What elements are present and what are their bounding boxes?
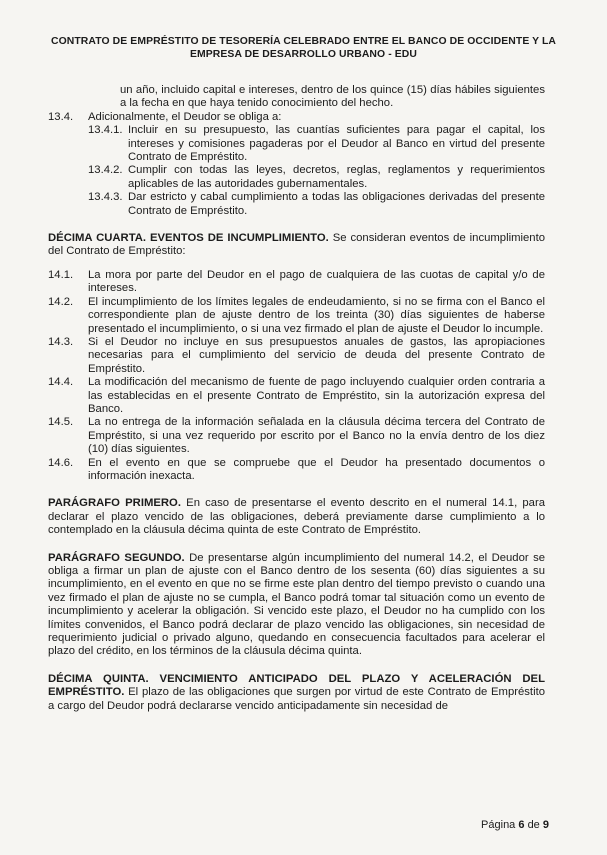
- clause-14-intro-text: Se consideran eventos de incumplimiento del Contrato de Empréstito:: [48, 232, 546, 258]
- item-text: Dar estricto y cabal cumplimiento a todas las obligaciones derivadas del presente Contrato de Empréstito.: [128, 191, 545, 217]
- paragrafo-primero: [48, 497, 545, 537]
- clause-14-5: [48, 416, 545, 456]
- item-text: La no entrega de la información señalada en la cláusula décima tercera del Contrato de Empréstito, si una vez requerido por escrito por el Banco no la envía dentro de los diez (10) días siguientes.: [88, 416, 545, 456]
- clause-14-intro: [48, 232, 545, 259]
- page-number: [481, 819, 549, 831]
- clause-14-2: [48, 296, 545, 336]
- document-header: [40, 35, 567, 61]
- page-label: Página: [481, 819, 516, 831]
- current-page: 6: [518, 819, 525, 831]
- item-number: 14.4.: [48, 376, 74, 389]
- clause-15: [48, 673, 545, 713]
- item-number: 14.5.: [48, 416, 74, 429]
- paragrafo-segundo-text: De presentarse algún incumplimiento del numeral 14.2, el Deudor se obliga a firmar un plan de ajuste con el Banco dentro de los sesenta (60) días siguientes a su incumplimiento, en el evento en que no se firme este plan dentro del tiempo previsto o cuando una vez firmado el plan de ajuste no se cumpla, el Banco podrá tomar tal situación como un evento de incumplimiento y acelerar la obligación. Si vencido este plazo, el Deudor no ha cumplido con los límites convenidos, el Banco podrá declarar de plazo vencido las obligaciones, sin necesidad de requerimiento judicial o privado alguno, quedando en consecuencia facultados para acelerar el plazo del crédito, en los términos de la cláusula décima quinta.: [48, 551, 546, 658]
- clause-14-1: [48, 269, 545, 296]
- item-number: 14.2.: [48, 295, 74, 308]
- item-number: 14.1.: [48, 268, 74, 281]
- clause-15-heading: DÉCIMA QUINTA. VENCIMIENTO ANTICIPADO DEL PLAZO Y ACELERACIÓN DEL EMPRÉSTITO.: [48, 672, 545, 699]
- clause-14-6: [48, 457, 545, 484]
- item-number: 13.4.: [48, 110, 74, 123]
- item-number: 14.3.: [48, 335, 74, 348]
- clause-15-text: El plazo de las obligaciones que surgen por virtud de este Contrato de Empréstito a cargo del Deudor podrá declararse vencido anticipadamente sin necesidad de: [48, 686, 546, 712]
- paragrafo-primero-text: En caso de presentarse el evento descrito en el numeral 14.1, para declarar el plazo vencido de las obligaciones, deberá previamente darse cumplimiento a lo contemplado en la cláusula décima quinta de este Contrato de Empréstito.: [48, 497, 545, 537]
- clause-14-3: [48, 336, 545, 376]
- header-line-2: EMPRESA DE DESARROLLO URBANO - EDU: [189, 49, 417, 60]
- header-line-1: CONTRATO DE EMPRÉSTITO DE TESORERÍA CELEBRADO ENTRE EL BANCO DE OCCIDENTE Y LA: [50, 36, 557, 47]
- item-text: Si el Deudor no incluye en sus presupuestos anuales de gastos, las apropiaciones necesarias para el cumplimiento del servicio de deuda del presente Contrato de Empréstito.: [88, 335, 545, 375]
- document-body: [48, 84, 545, 713]
- paragrafo-primero-heading: PARÁGRAFO PRIMERO.: [48, 497, 181, 510]
- item-number: 13.4.1.: [88, 124, 123, 137]
- item-number: 13.4.2.: [88, 164, 123, 177]
- item-number: 13.4.3.: [88, 191, 123, 204]
- item-text: Cumplir con todas las leyes, decretos, reglas, reglamentos y requerimientos aplicables de las autoridades gubernamentales.: [128, 164, 545, 190]
- item-number: 14.6.: [48, 456, 74, 469]
- item-text: Adicionalmente, el Deudor se obliga a:: [88, 110, 282, 123]
- item-text: Incluir en su presupuesto, las cuantías suficientes para pagar el capital, los intereses y comisiones pagaderas por el Deudor al Banco en virtud del presente Contrato de Empréstito.: [128, 124, 545, 164]
- clause-14-4: [48, 376, 545, 416]
- item-text: En el evento en que se compruebe que el Deudor ha presentado documentos o información inexacta.: [88, 456, 545, 482]
- page-of-label: de: [527, 819, 540, 831]
- total-pages: 9: [542, 819, 549, 831]
- item-text: La modificación del mecanismo de fuente de pago incluyendo cualquier orden contraria a las establecidas en el presente Contrato de Empréstito, sin la autorización expresa del Banco.: [88, 376, 545, 415]
- clause-13-4-2: [88, 164, 545, 191]
- paragrafo-segundo: [48, 552, 545, 659]
- clause-14-heading: DÉCIMA CUARTA. EVENTOS DE INCUMPLIMIENTO.: [48, 232, 329, 245]
- clause-13-4: [48, 111, 545, 124]
- clause-13-continuation: un año, incluido capital e intereses, dentro de los quince (15) días hábiles siguientes a la fecha en que haya tenido conocimiento del hecho.: [120, 84, 545, 110]
- paragrafo-segundo-heading: PARÁGRAFO SEGUNDO.: [48, 551, 185, 564]
- clause-13-4-1: [88, 124, 545, 164]
- clause-13-4-3: [88, 191, 545, 218]
- item-text: El incumplimiento de los límites legales de endeudamiento, si no se firma con el Banco el correspondiente plan de ajuste dentro de los treinta (30) días siguientes de haberse presentado el incumplimiento, o si una vez firmado el plan de ajuste el Deudor lo incumple.: [88, 295, 545, 335]
- item-text: La mora por parte del Deudor en el pago de cualquiera de las cuotas de capital y/o de intereses.: [88, 268, 545, 295]
